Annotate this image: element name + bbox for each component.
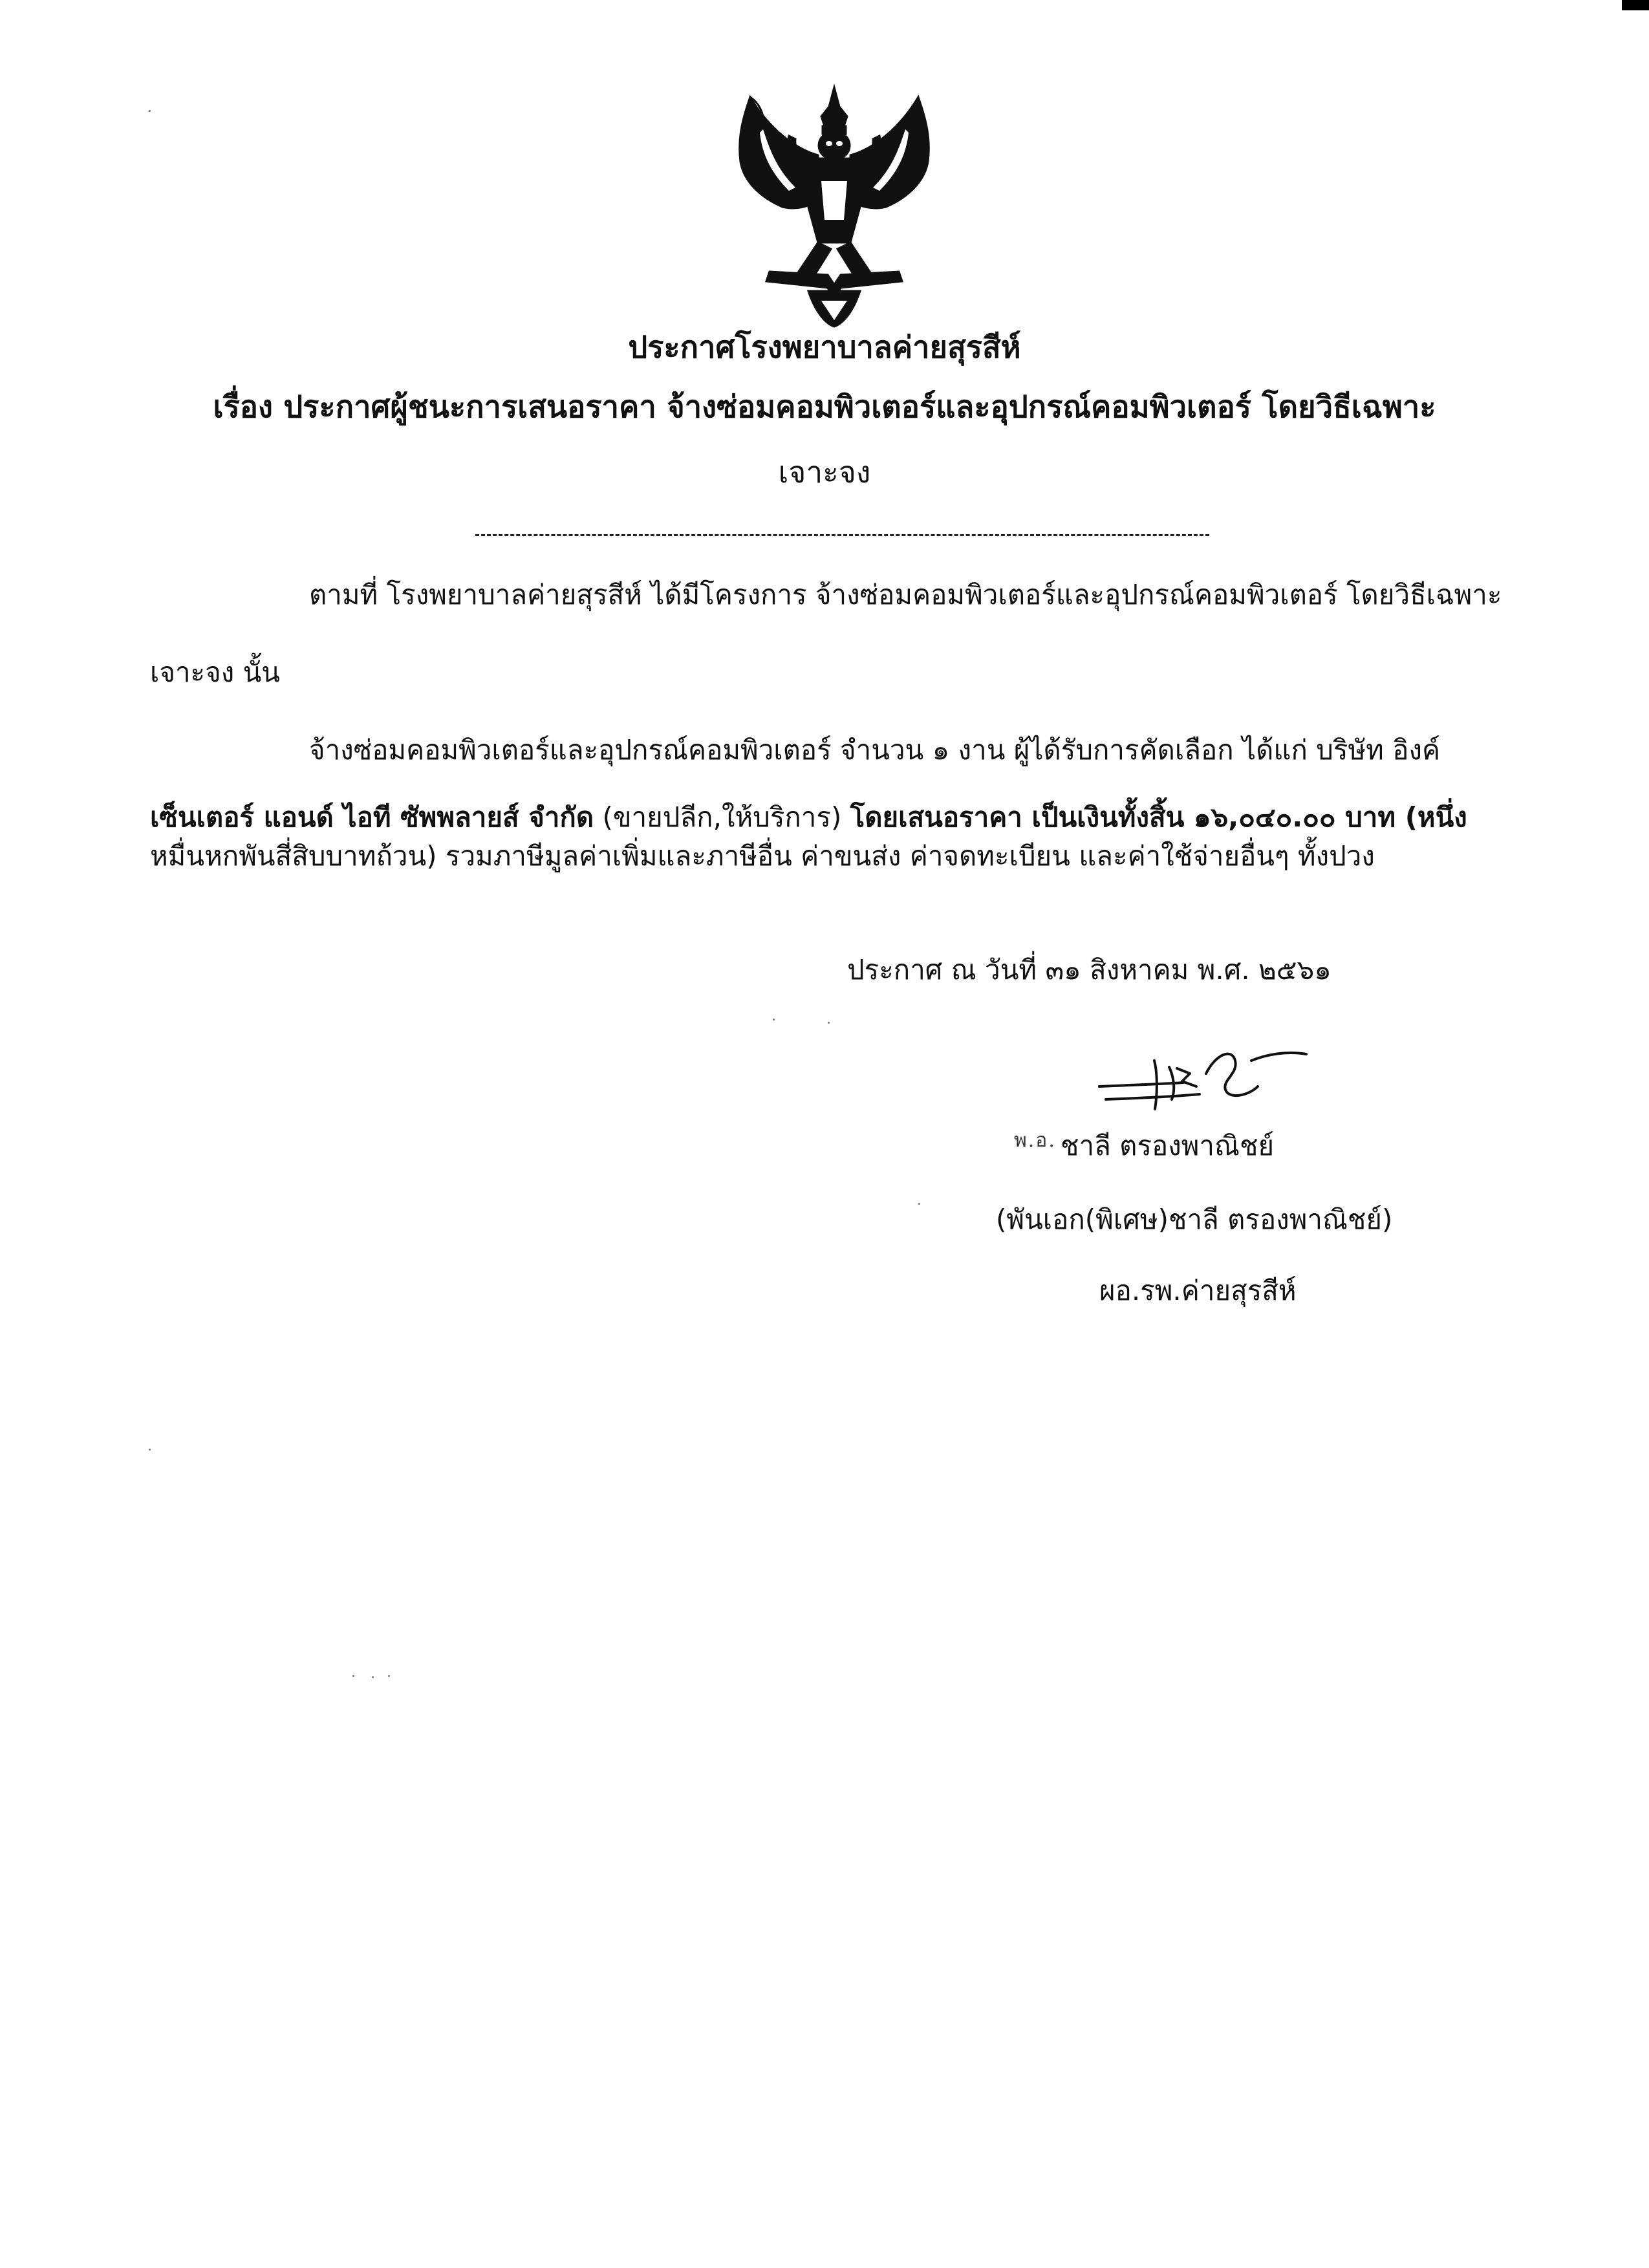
- separator-dashes: [475, 534, 1209, 536]
- announcement-date: ประกาศ ณ วันที่ ๓๑ สิงหาคม พ.ศ. ๒๕๖๑: [847, 954, 1331, 986]
- handwritten-signature: [1093, 1035, 1326, 1119]
- company-name: เซ็นเตอร์ แอนด์ ไอที ซัพพลายส์ จำกัด: [150, 801, 594, 833]
- subject-line-1: เรื่อง ประกาศผู้ชนะการเสนอราคา จ้างซ่อมคอมพิวเตอร์และอุปกรณ์คอมพิวเตอร์ โดยวิธีเฉพาะ: [213, 389, 1436, 425]
- scan-speck: [828, 1022, 830, 1024]
- scan-speck: [372, 1676, 374, 1678]
- signer-full-name: (พันเอก(พิเศษ)ชาลี ตรองพาณิชย์): [996, 1204, 1393, 1235]
- scan-speck: [918, 1203, 920, 1205]
- announcement-title: ประกาศโรงพยาบาลค่ายสุรสีห์: [628, 330, 1021, 365]
- scan-speck: [149, 110, 151, 112]
- body-paragraph-2-line-1: จ้างซ่อมคอมพิวเตอร์และอุปกรณ์คอมพิวเตอร์ จำนวน ๑ งาน ผู้ได้รับการคัดเลือก ได้แก่ บริษัท อิงค์: [309, 734, 1441, 766]
- body-paragraph-2-line-3: หมื่นหกพันสี่สิบบาทถ้วน) รวมภาษีมูลค่าเพิ่มและภาษีอื่น ค่าขนส่ง ค่าจดทะเบียน และค่าใช้จ่ายอื่นๆ ทั้งปวง: [150, 840, 1375, 872]
- subject-line-2: เจาะจง: [778, 455, 871, 490]
- garuda-emblem-icon: [724, 78, 944, 330]
- scan-speck: [352, 1675, 354, 1677]
- scan-edge-mark: [1622, 0, 1649, 10]
- body-paragraph-1-line-1: ตามที่ โรงพยาบาลค่ายสุรสีห์ ได้มีโครงการ จ้างซ่อมคอมพิวเตอร์และอุปกรณ์คอมพิวเตอร์ โดยวิธีเฉพาะ: [309, 579, 1502, 610]
- signature-initials: พ.อ.: [1014, 1129, 1056, 1152]
- body-paragraph-2-line-2: [150, 799, 1467, 836]
- scan-speck: [388, 1675, 390, 1677]
- scan-speck: [149, 1449, 151, 1451]
- signer-name: ชาลี ตรองพาณิชย์: [1061, 1130, 1275, 1161]
- body-paragraph-1-line-2: เจาะจง นั้น: [150, 656, 280, 688]
- company-type: (ขายปลีก,ให้บริการ): [594, 801, 850, 833]
- signer-position: ผอ.รพ.ค่ายสุรสีห์: [1099, 1275, 1297, 1306]
- scan-speck: [773, 1019, 775, 1021]
- offer-amount: โดยเสนอราคา เป็นเงินทั้งสิ้น ๑๖,๐๔๐.๐๐ บาท (หนึ่ง: [850, 801, 1467, 833]
